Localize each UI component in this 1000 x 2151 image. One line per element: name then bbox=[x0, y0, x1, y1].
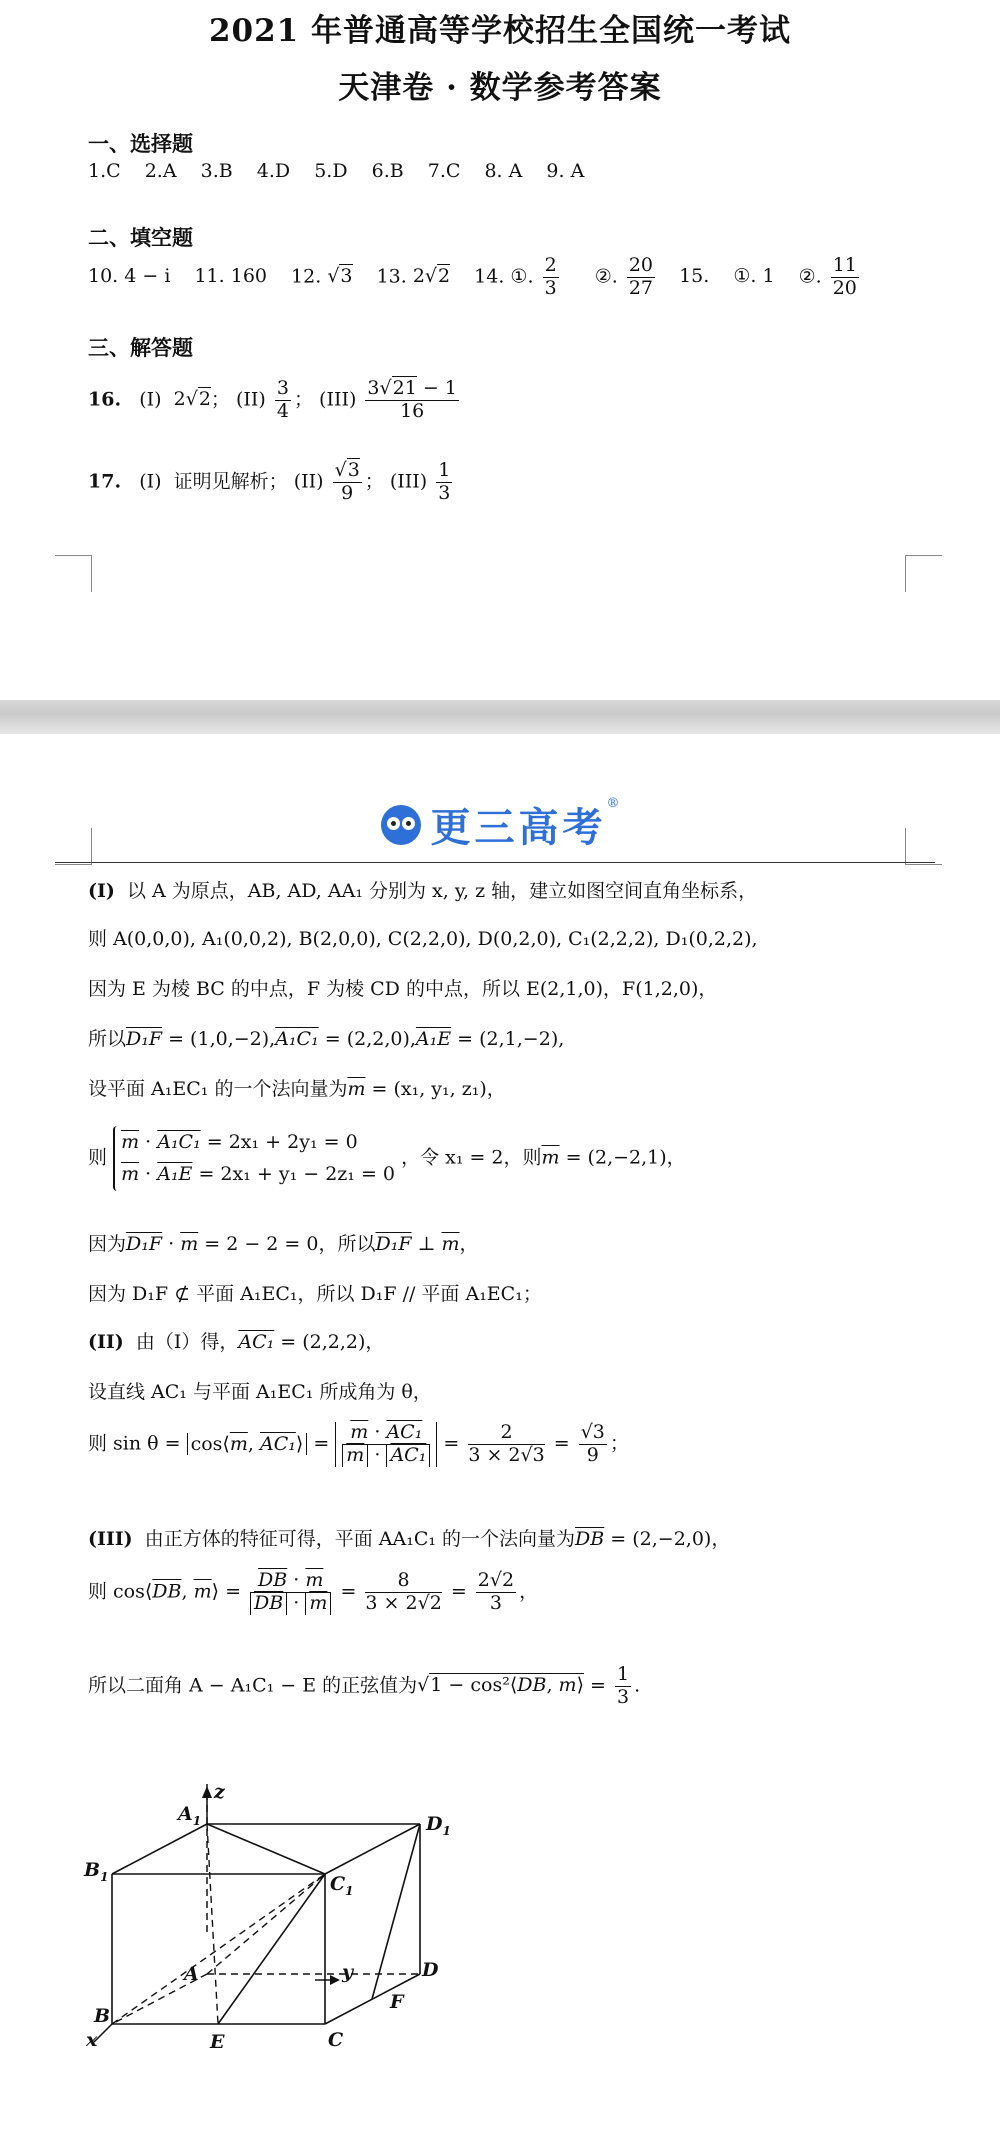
solution-line: (I) 以 A 为原点，AB, AD, AA₁ 分别为 x, y, z 轴，建立如图空间直角坐标系， bbox=[88, 880, 758, 902]
q16-part2-value: $\frac{3}{4}$ bbox=[276, 377, 289, 422]
solution-line: 因为$D_1F \cdot \overline{m} = 2 - 2 = 0$，所以D₁F ⊥ $\overline{m}$， bbox=[88, 1233, 479, 1255]
label-E: E bbox=[210, 2031, 225, 2053]
q17-part2-value: $\frac{√3}{9}$ bbox=[334, 459, 360, 504]
solution-line: 因为 E 为棱 BC 的中点，F 为棱 CD 的中点，所以 E(2,1,0)，F(1,2,0)， bbox=[88, 978, 718, 1000]
label-C1: $C_1$ bbox=[330, 1873, 354, 1898]
q16-part3-value: $\frac{3√21 - 1}{16}$ bbox=[367, 377, 457, 422]
page-subtitle: 天津卷 · 数学参考答案 bbox=[338, 70, 662, 106]
line-AC1-hidden bbox=[207, 1874, 325, 1974]
label-C: C bbox=[328, 2029, 344, 2051]
q16-part1-tag: (I) bbox=[139, 388, 162, 411]
solution-line: (III) 由正方体的特征可得，平面 AA₁C₁ 的一个法向量为$\overline{DB} = (2,-2,0)$， bbox=[88, 1528, 731, 1550]
section-fill-heading: 二、填空题 bbox=[88, 226, 193, 250]
q17-part1-tag: (I) bbox=[139, 470, 162, 493]
section-choice-heading: 一、选择题 bbox=[88, 132, 193, 156]
fill-answers bbox=[88, 255, 862, 300]
page-separator bbox=[0, 700, 1000, 734]
line-EC1 bbox=[218, 1874, 325, 2024]
choice-answer: 1.C bbox=[88, 160, 121, 182]
page-corner-mark bbox=[905, 555, 942, 592]
q17-part3-value: $\frac{1}{3}$ bbox=[438, 459, 451, 504]
brand-logo bbox=[0, 796, 1000, 853]
solution-cosine-formula: 则 $\cos⟨\overline{DB}$, $\overline{m}⟩$ = $\frac{\overline{DB} \cdot \overline{m}}{\overline{DB} \cdot \overline{m}}$ = $\frac{8}{3 \times 2√2}$ = $\frac{2√2}{3}$ ， bbox=[88, 1569, 539, 1614]
choice-answer: 7.C bbox=[427, 160, 461, 182]
choice-answer: 2.A bbox=[144, 160, 177, 182]
diag-A1C1 bbox=[207, 1824, 325, 1874]
choice-answer: 4.D bbox=[256, 160, 291, 182]
q17-part2-tag: (II) bbox=[293, 470, 324, 493]
fill-answer-15-1: ①. 1 bbox=[733, 265, 775, 288]
label-D1: $D_1$ bbox=[426, 1813, 451, 1838]
separator: ； bbox=[293, 388, 313, 411]
separator: ； bbox=[364, 470, 384, 493]
page-corner-mark bbox=[55, 555, 92, 592]
edge-A1B1 bbox=[112, 1824, 207, 1874]
fill-answer-15-num: 15. bbox=[679, 265, 710, 288]
label-B: B bbox=[94, 2005, 111, 2027]
choice-answer: 5.D bbox=[314, 160, 348, 182]
solution-conclusion: 所以二面角 A − A₁C₁ − E 的正弦值为$√1 - \cos^2⟨\overline{DB}$, $\overline{m}⟩$ = $\frac{1}{3}$ . bbox=[88, 1663, 641, 1708]
owl-icon bbox=[381, 805, 421, 845]
fill-answer-12-num: 12. bbox=[291, 265, 322, 288]
choice-answer: 6.B bbox=[371, 160, 404, 182]
answer-page-1 bbox=[0, 0, 1000, 700]
cube-figure bbox=[84, 1781, 460, 2134]
label-D: D bbox=[422, 1959, 439, 1981]
fill-answer-14-mark2: ②. bbox=[594, 265, 618, 288]
fill-answer-10: 10. 4 − i bbox=[88, 265, 171, 288]
solution-line: 因为 D₁F ⊄ 平面 A₁EC₁，所以 D₁F // 平面 A₁EC₁； bbox=[88, 1283, 542, 1305]
solution-sine-formula: 则 $\sin \theta = \cos⟨\overline{m}$, AC₁⟩ = $\frac{\overline{m} \cdot AC_1}{\overline{m} \cdot AC_1}$ = $\frac{2}{3 \times 2√3}$ = $\frac{√3}{9}$ ； bbox=[88, 1421, 629, 1466]
fill-answer-14-1: $\frac{2}{3}$ bbox=[544, 254, 557, 299]
fill-answer-12: √3 bbox=[327, 265, 353, 288]
label-F: F bbox=[390, 1991, 404, 2013]
fill-answer-11: 11. 160 bbox=[194, 265, 267, 288]
q17-answers bbox=[88, 460, 455, 505]
z-axis-arrow bbox=[202, 1786, 212, 1798]
edge-C1D1 bbox=[325, 1824, 420, 1874]
q17-part1-value: 证明见解析 bbox=[173, 470, 269, 493]
registered-mark: ® bbox=[606, 796, 620, 811]
choice-answer: 9. A bbox=[546, 160, 585, 182]
solution-line: 设平面 A₁EC₁ 的一个法向量为$\overline{m} = (x_1$, y₁, z₁)， bbox=[88, 1078, 506, 1100]
label-x: x bbox=[86, 2029, 98, 2051]
page-title: 2021 年普通高等学校招生全国统一考试 bbox=[208, 13, 792, 49]
q16-answers bbox=[88, 378, 462, 423]
q16-number: 16. bbox=[88, 388, 122, 411]
q17-part3-tag: (III) bbox=[389, 470, 428, 493]
line-A1E-hidden bbox=[207, 1824, 218, 2024]
solution-line: 所以D₁F = (1,0,−2),A₁C₁ = (2,2,0),A₁E = (2,1,−2), bbox=[88, 1028, 565, 1050]
label-A: A bbox=[184, 1963, 199, 1985]
answer-page-2 bbox=[0, 734, 1000, 2151]
solution-line: 设直线 AC₁ 与平面 A₁EC₁ 所成角为 θ， bbox=[88, 1381, 432, 1403]
label-B1: $B_1$ bbox=[84, 1859, 109, 1884]
line-D1F bbox=[372, 1824, 420, 1999]
choice-answers bbox=[88, 160, 602, 182]
logo-text: 更三高考 bbox=[430, 805, 607, 851]
fill-answer-13: 2√2 bbox=[412, 265, 451, 288]
section-solve-heading: 三、解答题 bbox=[88, 336, 193, 360]
separator: ； bbox=[268, 470, 288, 493]
label-y: y bbox=[342, 1961, 354, 1983]
label-A1: $A_1$ bbox=[178, 1803, 202, 1828]
solution-equation-system: 则 $\overline{m} \cdot A_1C_1 = 2x_1 + 2y_1 = 0$ $\overline{m} \cdot A_1E = 2x_1 + y_1 - 2z_1 = 0$ ，令 x₁ = 2，则$\overline{m} = (2,-2,1)$， bbox=[88, 1126, 686, 1191]
line-BC1-hidden bbox=[112, 1874, 325, 2024]
fill-answer-13-num: 13. bbox=[376, 265, 407, 288]
label-z: z bbox=[214, 1781, 225, 1803]
y-axis-arrow bbox=[330, 1975, 340, 1985]
separator: ； bbox=[210, 388, 230, 411]
q16-part2-tag: (II) bbox=[235, 388, 266, 411]
q17-number: 17. bbox=[88, 470, 122, 493]
q16-part1-value: 2√2 bbox=[173, 388, 211, 411]
fill-answer-15-2: $\frac{11}{20}$ bbox=[832, 254, 857, 299]
q16-part3-tag: (III) bbox=[319, 388, 357, 411]
fill-answer-14-num: 14. ①. bbox=[474, 265, 534, 288]
fill-answer-14-2: $\frac{20}{27}$ bbox=[628, 254, 654, 299]
fill-answer-15-mark2: ②. bbox=[798, 265, 822, 288]
solution-line: (II) 由（I）得，AC₁ = (2,2,2)， bbox=[88, 1331, 385, 1353]
equation-brace: $\overline{m} \cdot A_1C_1 = 2x_1 + 2y_1 = 0$ $\overline{m} \cdot A_1E = 2x_1 + y_1 - 2z_1 = 0$ bbox=[113, 1126, 395, 1191]
header-rule bbox=[55, 862, 935, 863]
choice-answer: 8. A bbox=[484, 160, 523, 182]
solution-line: 则 A(0,0,0), A₁(0,0,2), B(2,0,0), C(2,2,0), D(0,2,0), C₁(2,2,2), D₁(0,2,2), bbox=[88, 928, 758, 950]
choice-answer: 3.B bbox=[200, 160, 233, 182]
